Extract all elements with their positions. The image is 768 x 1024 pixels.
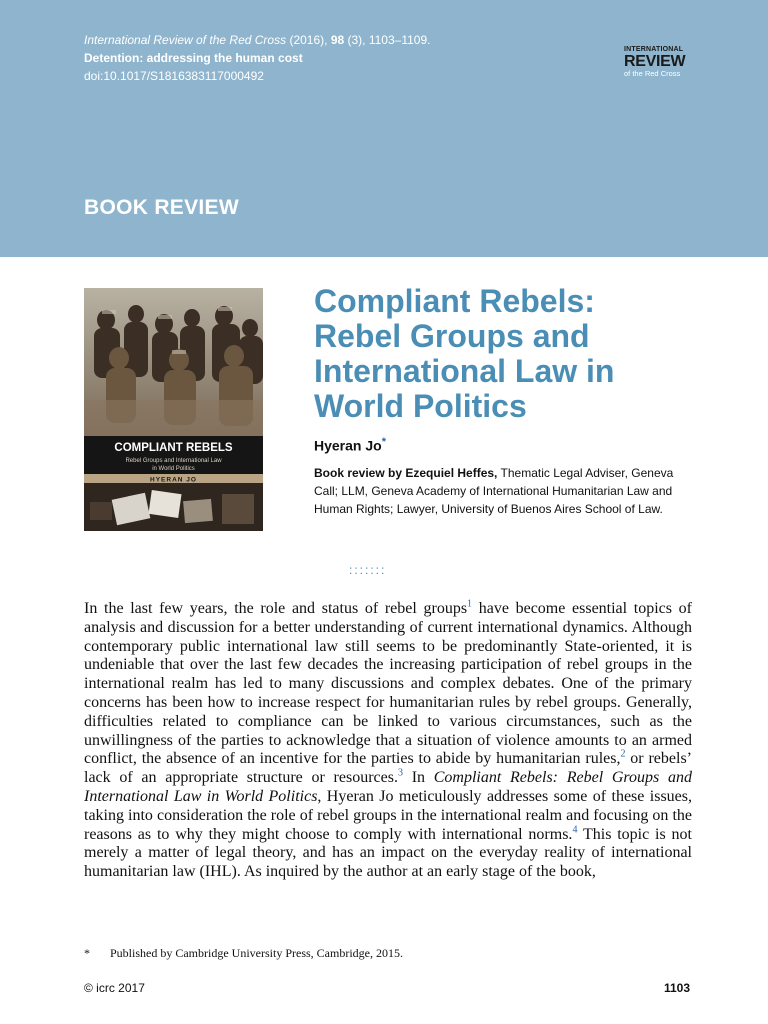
body-sentence: In the last few years, the role and status of rebel groups [84,600,468,617]
footnote [84,946,403,961]
reviewer-info [314,464,694,518]
article-title [314,284,694,424]
body-sentence: or rebels’ lack of an appropriate structure or resources. [84,750,693,787]
journal-logo [624,46,696,78]
reviewer-label: Book review by Ezequiel Heffes, [314,466,498,480]
body-text [84,600,692,882]
page-number: 1103 [664,981,691,995]
title-line: Compliant Rebels: [314,283,595,319]
cover-subtitle-1: Rebel Groups and International Law [125,458,222,464]
body-sentence: In [402,769,434,787]
footnote-link-1[interactable]: 1 [467,598,473,610]
citation-pages: (3), 1103–1109. [344,33,431,47]
book-cover-image [84,288,263,531]
book-title-italic: Compliant Rebels: Rebel Groups and International Law in World Politics [84,769,693,805]
section-divider: ::::::: [349,563,387,577]
reviewer-affiliation: Thematic Legal Adviser, Geneva Call; LLM, Geneva Academy of International Humanitarian Law and Human Rights; Lawyer, University of Buenos Aires School of Law. [314,466,674,516]
logo-line-1: INTERNATIONAL [624,46,684,53]
book-author [314,436,386,454]
footnote-link-3[interactable]: 3 [397,767,403,779]
logo-line-3: of the Red Cross [624,69,681,78]
body-sentence: This topic is not merely a matter of legal theory, and has an impact on the everyday reality of international humanitarian law (IHL). As inquired by the author at an early stage of the book, [84,825,692,881]
footnote-text: Published by Cambridge University Press, Cambridge, 2015. [110,946,403,960]
body-sentence: , Hyeran Jo meticulously addresses some of these issues, taking into consideration the role of rebel groups in the international realm and focusing on the reasons as to why they might choose to comply with international norms. [84,787,692,843]
title-line: International Law in [314,353,615,389]
cover-author: HYERAN JO [150,476,197,484]
body-sentence: have become essential topics of analysis and discussion for a better understanding of current international dynamics. Although contemporary public international law still seems to be predominantly State-oriented, it is undeniable that over the last few decades the increasing participation of rebel groups in the international realm has led to many discussions and complex debates. One of the primary concerns has been how to increase respect for humanitarian rules by rebel groups. Generally, difficulties related to compliance can be linked to various circumstances, such as the unwillingness of the parties to acknowledge that a situation of violence amounts to an armed conflict, the absence of an incentive for the parties to abide by humanitarian rules, [84,600,692,768]
body-paragraph [84,600,692,882]
cover-title: COMPLIANT REBELS [114,442,233,454]
cover-subtitle-2: in World Politics [152,466,195,472]
citation-volume: 98 [330,33,345,47]
author-footnote-link[interactable]: * [381,436,386,448]
doi-link[interactable]: doi:10.1017/S1816383117000492 [84,69,264,83]
citation-year: (2016), [286,33,331,47]
journal-citation [84,31,430,49]
footnote-link-4[interactable]: 4 [572,824,578,836]
copyright: © icrc 2017 [84,981,145,995]
logo-line-2: REVIEW [624,53,686,70]
title-line: Rebel Groups and [314,318,590,354]
footnote-link-2[interactable]: 2 [620,749,626,761]
issue-title: Detention: addressing the human cost [84,51,303,65]
journal-name: International Review of the Red Cross [84,33,287,47]
footnote-mark: * [84,946,90,960]
title-line: World Politics [314,388,527,424]
author-name: Hyeran Jo [314,437,382,454]
section-label: BOOK REVIEW [84,196,239,219]
